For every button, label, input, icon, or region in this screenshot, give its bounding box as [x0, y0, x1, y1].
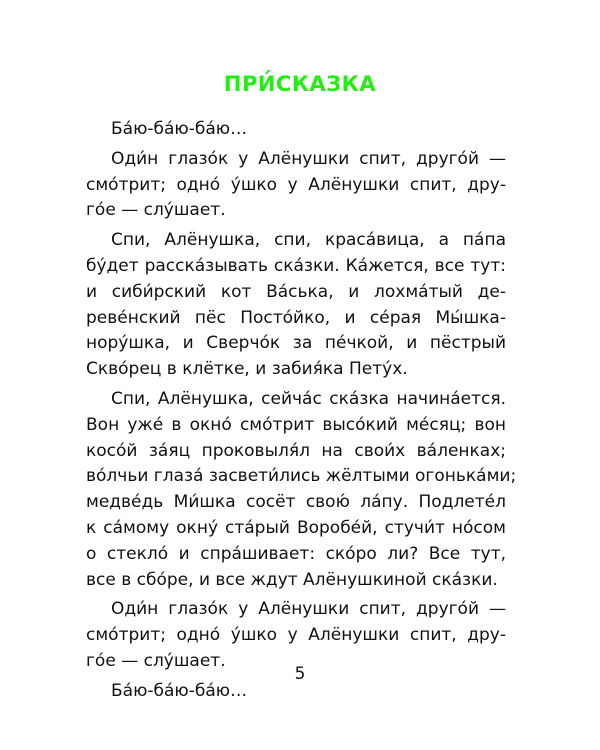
text-line: бу́дет расска́зывать ска́зки. Ка́жется, все тут:: [86, 255, 506, 276]
text-line: смо́трит; одно́ у́шко у Алёнушки спит, дру-: [86, 625, 506, 646]
page-number: 5: [294, 664, 306, 684]
paragraph: [86, 147, 506, 224]
page-title: ПРИ́СКАЗКА: [223, 72, 377, 96]
text-line: нору́шка, и Сверчо́к за пе́чкой, и пёстрый: [86, 333, 506, 354]
story-text: [86, 117, 517, 705]
text-line: и сиби́рский кот Ва́ська, и лохма́тый де-: [86, 281, 506, 302]
paragraph: [86, 387, 517, 593]
text-line: го́е — слу́шает.: [86, 650, 226, 671]
text-line: все в сбо́ре, и все ждут Алёнушкиной ска́зки.: [86, 569, 498, 590]
text-line: во́лчьи глаза́ засвети́лись жёлтыми огонька́ми;: [86, 466, 517, 487]
text-line: Скво́рец в клётке, и забия́ка Пету́х.: [86, 359, 408, 380]
text-line: Спи, Алёнушка, спи, краса́вица, а па́па: [111, 230, 506, 251]
text-line: косо́й за́яц проковыля́л на свои́х ва́ленках;: [86, 440, 506, 461]
text-line: смо́трит; одно́ у́шко у Алёнушки спит, дру-: [86, 174, 506, 195]
text-line: Спи, Алёнушка, сейча́с ска́зка начина́ется.: [111, 388, 506, 409]
text-line: Оди́н глазо́к у Алёнушки спит, друго́й —: [111, 599, 506, 620]
paragraph: [86, 228, 506, 383]
text-line: Ба́ю-ба́ю-ба́ю…: [111, 680, 248, 701]
text-line: к са́мому окну́ ста́рый Воробе́й, стучи́т но́сом: [86, 517, 506, 538]
text-line: го́е — слу́шает.: [86, 200, 226, 221]
text-line: Ба́ю-ба́ю-ба́ю…: [111, 119, 248, 139]
text-line: реве́нский пёс Посто́йко, и се́рая Мы́шка-: [86, 307, 506, 328]
text-line: медве́дь Ми́шка сосёт свою́ ла́пу. Подлете́л: [86, 492, 506, 513]
text-line: о стекло́ и спра́шивает: ско́ро ли? Все тут,: [86, 543, 506, 564]
paragraph: [86, 117, 506, 143]
text-line: Вон уже́ в окно́ смо́трит высо́кий ме́сяц; вон: [86, 414, 506, 435]
text-line: Оди́н глазо́к у Алёнушки спит, друго́й —: [111, 148, 506, 169]
